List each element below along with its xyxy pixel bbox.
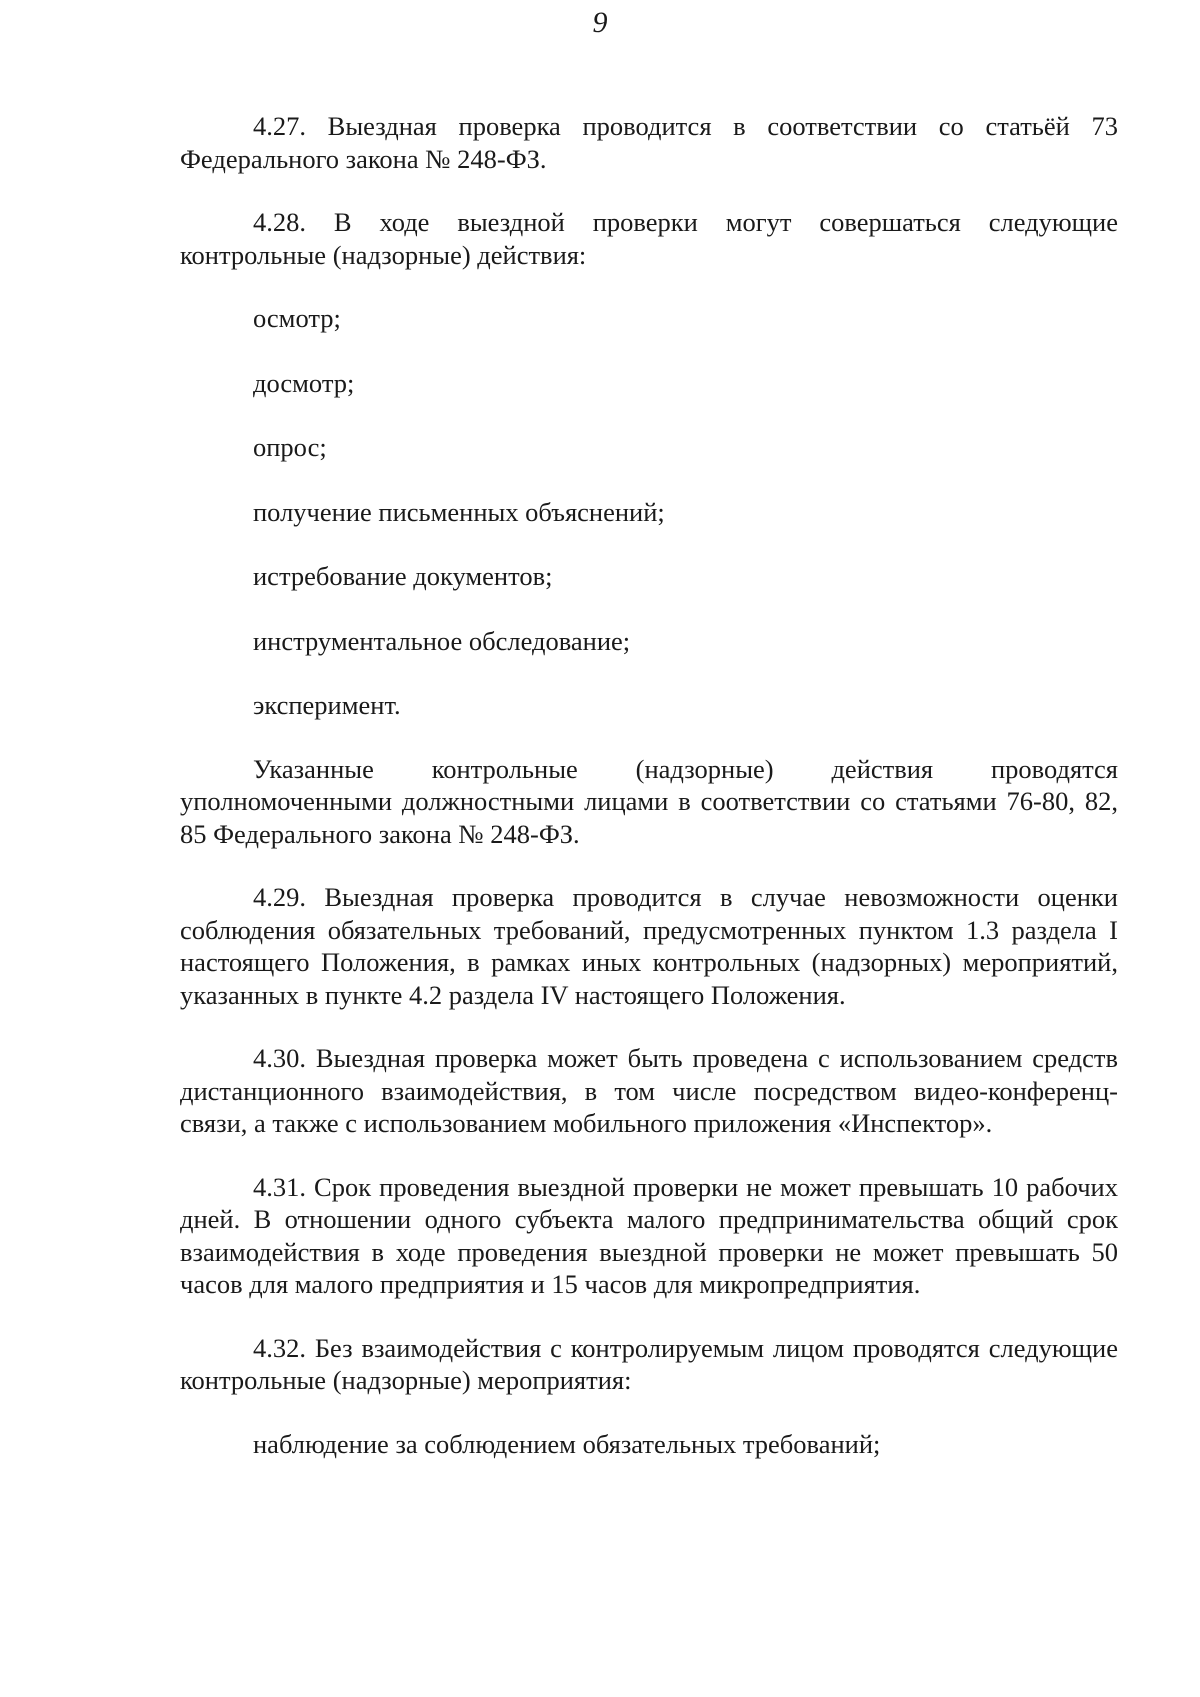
- list-item-measure: наблюдение за соблюдением обязательных требований;: [253, 1428, 881, 1459]
- paragraph-4-27: 4.27. Выездная проверка проводится в соответствии со статьёй 73 Федерального закона № 248-ФЗ.: [180, 111, 1118, 174]
- list-item-action: осмотр;: [253, 303, 341, 333]
- paragraph-4-32: 4.32. Без взаимодействия с контролируемым лицом проводятся следующие контрольные (надзорные) мероприятия:: [180, 1332, 1118, 1395]
- list-item-action: эксперимент.: [253, 690, 401, 720]
- list-item-action: досмотр;: [253, 367, 355, 398]
- paragraph-4-30: 4.30. Выездная проверка может быть проведена с использованием средств дистанционного взаимодействия, в том числе посредством видео-конференц-связи, а также с использованием мобильного приложения «Инспектор».: [180, 1043, 1118, 1138]
- list-item-action: истребование документов;: [253, 561, 553, 591]
- paragraph-4-29: 4.29. Выездная проверка проводится в случае невозможности оценки соблюдения обязательных требований, предусмотренных пунктом 1.3 раздела I настоящего Положения, в рамках иных контрольных (надзорных) мероприятий, указанных в пункте 4.2 раздела IV настоящего Положения.: [180, 882, 1118, 1010]
- list-item-action: получение письменных объяснений;: [253, 496, 665, 527]
- document-body: [180, 110, 1118, 1492]
- paragraph-4-31: 4.31. Срок проведения выездной проверки не может превышать 10 рабочих дней. В отношении одного субъекта малого предпринимательства общий срок взаимодействия в ходе проведения выездной проверки не может превышать 50 часов для малого предприятия и 15 часов для микропредприятия.: [180, 1171, 1118, 1299]
- page-number: 9: [592, 6, 608, 39]
- list-item-action: опрос;: [253, 432, 327, 462]
- paragraph-4-28: 4.28. В ходе выездной проверки могут совершаться следующие контрольные (надзорные) действия:: [180, 207, 1118, 270]
- list-item-action: инструментальное обследование;: [253, 625, 631, 656]
- paragraph-actions-note: Указанные контрольные (надзорные) действия проводятся уполномоченными должностными лицами в соответствии со статьями 76-80, 82, 85 Федерального закона № 248-ФЗ.: [180, 753, 1118, 849]
